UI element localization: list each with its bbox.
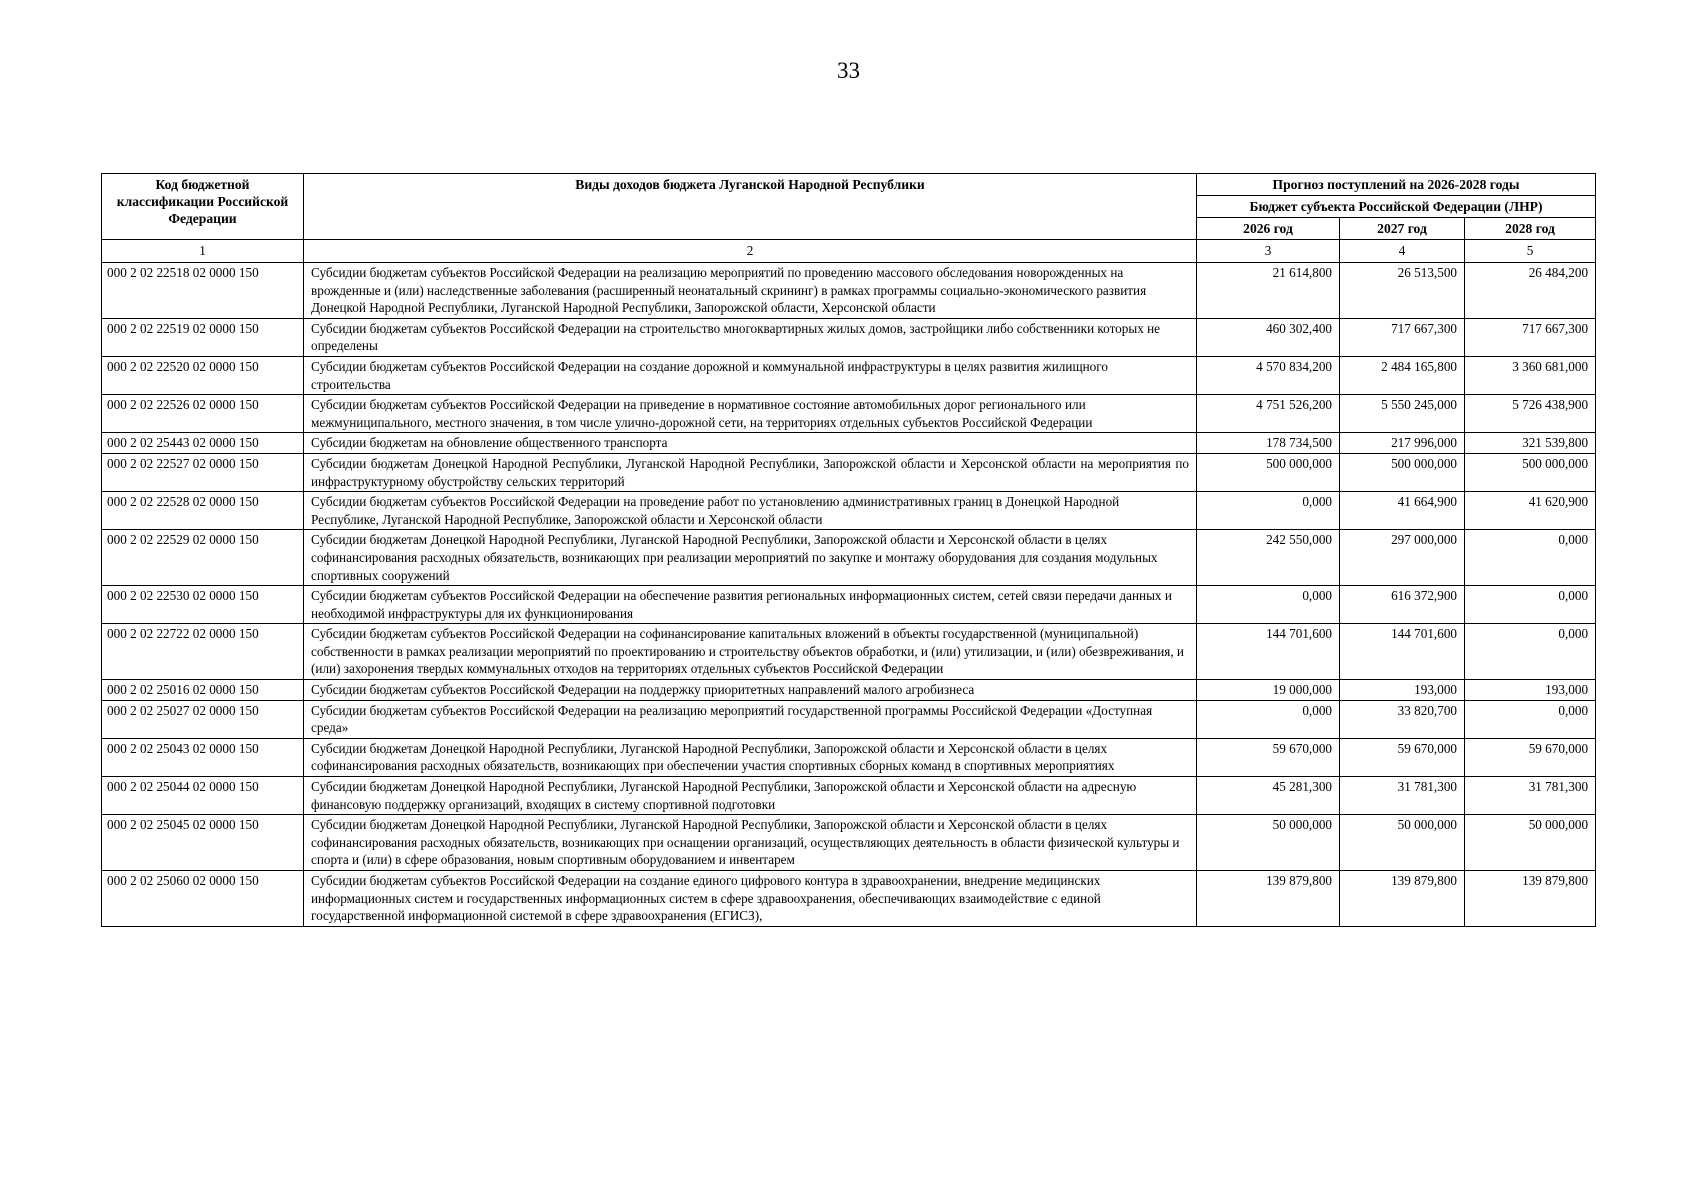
table-row (102, 433, 1596, 454)
budget-code-cell: 000 2 02 22519 02 0000 150 (102, 318, 304, 356)
amount-2027-cell: 139 879,800 (1340, 871, 1465, 927)
amount-2027-cell: 616 372,900 (1340, 586, 1465, 624)
header-year-2026: 2026 год (1197, 218, 1340, 240)
budget-code-cell: 000 2 02 22722 02 0000 150 (102, 624, 304, 680)
header-year-2028: 2028 год (1465, 218, 1596, 240)
amount-2027-cell: 144 701,600 (1340, 624, 1465, 680)
amount-2028-cell: 0,000 (1465, 624, 1596, 680)
revenue-description-cell: Субсидии бюджетам Донецкой Народной Республики, Луганской Народной Республики, Запорожской области и Херсонской области в целях софинансирования расходных обязательств, возникающих при реализации мероприятий по закупке и монтажу оборудования для создания модульных спортивных сооружений (304, 530, 1197, 586)
table-row (102, 530, 1596, 586)
amount-2027-cell: 717 667,300 (1340, 318, 1465, 356)
table-row (102, 356, 1596, 394)
table-row (102, 492, 1596, 530)
table-row (102, 263, 1596, 319)
table-row (102, 815, 1596, 871)
revenue-description-cell: Субсидии бюджетам субъектов Российской Федерации на поддержку приоритетных направлений малого агробизнеса (304, 680, 1197, 701)
amount-2026-cell: 0,000 (1197, 492, 1340, 530)
amount-2028-cell: 26 484,200 (1465, 263, 1596, 319)
amount-2027-cell: 500 000,000 (1340, 453, 1465, 491)
revenue-description-cell: Субсидии бюджетам субъектов Российской Федерации на софинансирование капитальных вложений в объекты государственной (муниципальной) собственности в рамках реализации мероприятий по проектированию и строительству объектов обработки, и (или) утилизации, и (или) обезвреживания, и (или) захоронения твердых коммунальных отходов на территориях отдельных субъектов Российской Федерации (304, 624, 1197, 680)
header-year-2027: 2027 год (1340, 218, 1465, 240)
amount-2026-cell: 4 751 526,200 (1197, 395, 1340, 433)
column-number: 2 (304, 240, 1197, 263)
amount-2026-cell: 178 734,500 (1197, 433, 1340, 454)
revenue-description-cell: Субсидии бюджетам Донецкой Народной Республики, Луганской Народной Республики, Запорожской области и Херсонской области на мероприятия по инфраструктурному обустройству сельских территорий (304, 453, 1197, 491)
amount-2026-cell: 50 000,000 (1197, 815, 1340, 871)
revenue-description-cell: Субсидии бюджетам субъектов Российской Федерации на создание дорожной и коммунальной инфраструктуры в целях развития жилищного строительства (304, 356, 1197, 394)
amount-2026-cell: 242 550,000 (1197, 530, 1340, 586)
budget-code-cell: 000 2 02 25060 02 0000 150 (102, 871, 304, 927)
header-forecast: Прогноз поступлений на 2026-2028 годы (1197, 174, 1596, 196)
table-row (102, 777, 1596, 815)
amount-2026-cell: 0,000 (1197, 586, 1340, 624)
budget-code-cell: 000 2 02 25045 02 0000 150 (102, 815, 304, 871)
table-row (102, 680, 1596, 701)
amount-2026-cell: 139 879,800 (1197, 871, 1340, 927)
amount-2028-cell: 5 726 438,900 (1465, 395, 1596, 433)
amount-2026-cell: 500 000,000 (1197, 453, 1340, 491)
amount-2028-cell: 3 360 681,000 (1465, 356, 1596, 394)
amount-2026-cell: 460 302,400 (1197, 318, 1340, 356)
budget-code-cell: 000 2 02 25044 02 0000 150 (102, 777, 304, 815)
amount-2028-cell: 321 539,800 (1465, 433, 1596, 454)
revenue-description-cell: Субсидии бюджетам Донецкой Народной Республики, Луганской Народной Республики, Запорожской области и Херсонской области на адресную финансовую поддержку организаций, входящих в систему спортивной подготовки (304, 777, 1197, 815)
amount-2026-cell: 45 281,300 (1197, 777, 1340, 815)
revenue-description-cell: Субсидии бюджетам субъектов Российской Федерации на обеспечение развития региональных информационных систем, сетей связи передачи данных и необходимой инфраструктуры для их функционирования (304, 586, 1197, 624)
amount-2027-cell: 31 781,300 (1340, 777, 1465, 815)
amount-2028-cell: 139 879,800 (1465, 871, 1596, 927)
header-budget: Бюджет субъекта Российской Федерации (ЛНР) (1197, 196, 1596, 218)
table-row (102, 318, 1596, 356)
header-code-column: Код бюджетной классификации Российской Федерации (102, 174, 304, 240)
amount-2028-cell: 31 781,300 (1465, 777, 1596, 815)
budget-code-cell: 000 2 02 22528 02 0000 150 (102, 492, 304, 530)
table-row (102, 453, 1596, 491)
revenue-description-cell: Субсидии бюджетам субъектов Российской Федерации на приведение в нормативное состояние автомобильных дорог регионального или межмуниципального, местного значения, в том числе улично-дорожной сети, на территориях отдельных субъектов Российской Федерации (304, 395, 1197, 433)
budget-revenue-table (101, 173, 1596, 927)
amount-2028-cell: 717 667,300 (1465, 318, 1596, 356)
budget-code-cell: 000 2 02 22520 02 0000 150 (102, 356, 304, 394)
column-number: 1 (102, 240, 304, 263)
amount-2028-cell: 500 000,000 (1465, 453, 1596, 491)
amount-2026-cell: 19 000,000 (1197, 680, 1340, 701)
table-row (102, 871, 1596, 927)
column-number: 3 (1197, 240, 1340, 263)
amount-2028-cell: 193,000 (1465, 680, 1596, 701)
amount-2026-cell: 144 701,600 (1197, 624, 1340, 680)
table-row (102, 624, 1596, 680)
revenue-description-cell: Субсидии бюджетам субъектов Российской Федерации на строительство многоквартирных жилых домов, застройщики либо собственники которых не определены (304, 318, 1197, 356)
table-body (102, 263, 1596, 927)
table-row (102, 738, 1596, 776)
amount-2028-cell: 59 670,000 (1465, 738, 1596, 776)
budget-code-cell: 000 2 02 22530 02 0000 150 (102, 586, 304, 624)
budget-code-cell: 000 2 02 25443 02 0000 150 (102, 433, 304, 454)
amount-2027-cell: 193,000 (1340, 680, 1465, 701)
amount-2027-cell: 59 670,000 (1340, 738, 1465, 776)
amount-2027-cell: 5 550 245,000 (1340, 395, 1465, 433)
table-row (102, 395, 1596, 433)
amount-2027-cell: 50 000,000 (1340, 815, 1465, 871)
budget-code-cell: 000 2 02 25016 02 0000 150 (102, 680, 304, 701)
column-number: 4 (1340, 240, 1465, 263)
revenue-description-cell: Субсидии бюджетам субъектов Российской Федерации на реализацию мероприятий государственной программы Российской Федерации «Доступная среда» (304, 700, 1197, 738)
amount-2027-cell: 217 996,000 (1340, 433, 1465, 454)
amount-2027-cell: 41 664,900 (1340, 492, 1465, 530)
amount-2028-cell: 0,000 (1465, 530, 1596, 586)
amount-2028-cell: 41 620,900 (1465, 492, 1596, 530)
revenue-description-cell: Субсидии бюджетам субъектов Российской Федерации на создание единого цифрового контура в здравоохранении, внедрение медицинских информационных систем и государственных информационных систем в сфере здравоохранения, обеспечивающих взаимодействие с единой государственной информационной системой в сфере здравоохранения (ЕГИСЗ), (304, 871, 1197, 927)
amount-2027-cell: 33 820,700 (1340, 700, 1465, 738)
amount-2027-cell: 26 513,500 (1340, 263, 1465, 319)
amount-2026-cell: 59 670,000 (1197, 738, 1340, 776)
revenue-description-cell: Субсидии бюджетам на обновление общественного транспорта (304, 433, 1197, 454)
column-number: 5 (1465, 240, 1596, 263)
amount-2027-cell: 297 000,000 (1340, 530, 1465, 586)
budget-code-cell: 000 2 02 22527 02 0000 150 (102, 453, 304, 491)
amount-2027-cell: 2 484 165,800 (1340, 356, 1465, 394)
budget-code-cell: 000 2 02 22529 02 0000 150 (102, 530, 304, 586)
page-number: 33 (837, 58, 860, 83)
header-description-column: Виды доходов бюджета Луганской Народной Республики (304, 174, 1197, 240)
amount-2026-cell: 21 614,800 (1197, 263, 1340, 319)
revenue-description-cell: Субсидии бюджетам Донецкой Народной Республики, Луганской Народной Республики, Запорожской области и Херсонской области в целях софинансирования расходных обязательств, возникающих при обеспечении участия спортивных сборных команд в спортивных мероприятиях (304, 738, 1197, 776)
amount-2028-cell: 0,000 (1465, 586, 1596, 624)
budget-code-cell: 000 2 02 25027 02 0000 150 (102, 700, 304, 738)
budget-code-cell: 000 2 02 22526 02 0000 150 (102, 395, 304, 433)
revenue-description-cell: Субсидии бюджетам Донецкой Народной Республики, Луганской Народной Республики, Запорожской области и Херсонской области в целях софинансирования расходных обязательств, возникающих при оснащении организаций, осуществляющих деятельность в области физической культуры и спорта и (или) в сфере образования, новым спортивным оборудованием и инвентарем (304, 815, 1197, 871)
amount-2028-cell: 50 000,000 (1465, 815, 1596, 871)
budget-code-cell: 000 2 02 25043 02 0000 150 (102, 738, 304, 776)
table-row (102, 586, 1596, 624)
revenue-description-cell: Субсидии бюджетам субъектов Российской Федерации на реализацию мероприятий по проведению массового обследования новорожденных на врожденные и (или) наследственные заболевания (расширенный неонатальный скрининг) в рамках программы социально-экономического развития Донецкой Народной Республики, Луганской Народной Республики, Запорожской области, Херсонской области (304, 263, 1197, 319)
revenue-description-cell: Субсидии бюджетам субъектов Российской Федерации на проведение работ по установлению административных границ в Донецкой Народной Республике, Луганской Народной Республике, Запорожской области и Херсонской области (304, 492, 1197, 530)
budget-code-cell: 000 2 02 22518 02 0000 150 (102, 263, 304, 319)
amount-2026-cell: 4 570 834,200 (1197, 356, 1340, 394)
amount-2028-cell: 0,000 (1465, 700, 1596, 738)
amount-2026-cell: 0,000 (1197, 700, 1340, 738)
table-row (102, 700, 1596, 738)
